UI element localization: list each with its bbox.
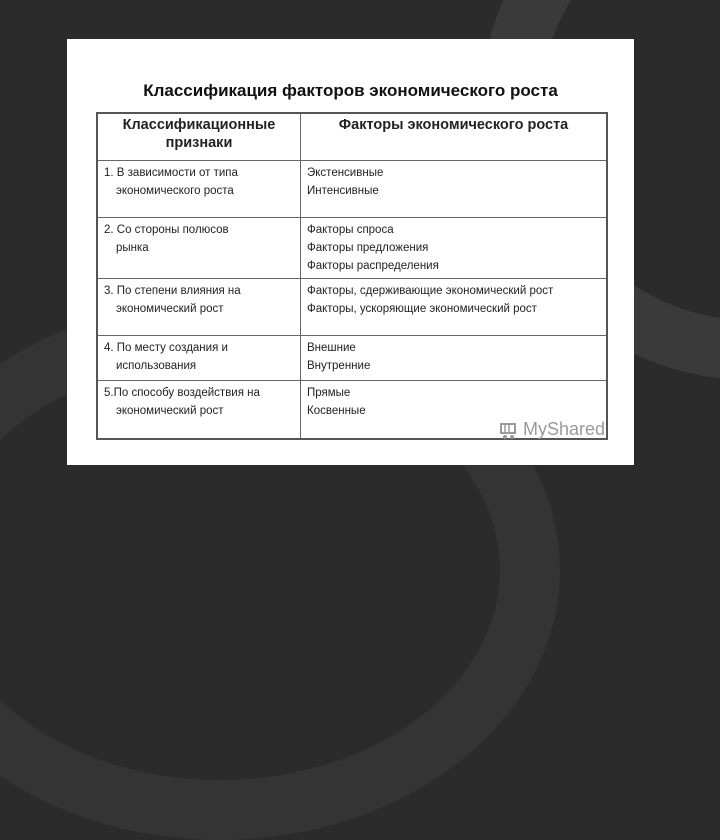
criterion-text: рынка <box>116 242 149 254</box>
factor-item: Факторы, ускоряющие экономический рост <box>307 303 537 315</box>
criterion-text: экономического роста <box>116 185 234 197</box>
criterion-text: 4. По месту создания и <box>104 342 228 354</box>
factor-item: Факторы спроса <box>307 224 394 236</box>
criterion-text: 5.По способу воздействия на <box>104 387 260 399</box>
factor-item: Факторы предложения <box>307 242 429 254</box>
slide-content <box>67 39 634 465</box>
factor-item: Факторы, сдерживающие экономический рост <box>307 285 554 297</box>
criterion-text: 1. В зависимости от типа <box>104 167 238 179</box>
criterion-cell <box>97 336 301 381</box>
table-row <box>97 279 607 336</box>
factor-item: Косвенные <box>307 405 366 417</box>
factors-cell <box>301 218 608 279</box>
criterion-cell <box>97 161 301 218</box>
table-row <box>97 218 607 279</box>
criterion-cell <box>97 381 301 440</box>
criterion-text: 3. По степени влияния на <box>104 285 241 297</box>
factors-cell <box>301 336 608 381</box>
criterion-text: 2. Со стороны полюсов <box>104 224 229 236</box>
factors-cell <box>301 279 608 336</box>
column-header-criteria: Классификационные признаки <box>97 113 301 161</box>
factor-item: Внешние <box>307 342 356 354</box>
factor-item: Интенсивные <box>307 185 379 197</box>
factor-item: Экстенсивные <box>307 167 384 179</box>
factors-cell <box>301 161 608 218</box>
page-title: Классификация факторов экономического роста <box>143 81 558 100</box>
table-row <box>97 336 607 381</box>
column-header-factors: Факторы экономического роста <box>301 113 608 161</box>
criterion-text: экономический рост <box>116 303 224 315</box>
factors-table <box>96 112 608 440</box>
factor-item: Прямые <box>307 387 351 399</box>
factor-item: Внутренние <box>307 360 371 372</box>
watermark <box>499 419 605 440</box>
criterion-text: экономический рост <box>116 405 224 417</box>
cart-logo-icon <box>499 420 519 440</box>
table-header-row <box>97 113 607 161</box>
criterion-cell <box>97 279 301 336</box>
factor-item: Факторы распределения <box>307 260 439 272</box>
table-row <box>97 161 607 218</box>
watermark-text: MyShared <box>523 419 606 439</box>
criterion-text: использования <box>116 360 197 372</box>
criterion-cell <box>97 218 301 279</box>
